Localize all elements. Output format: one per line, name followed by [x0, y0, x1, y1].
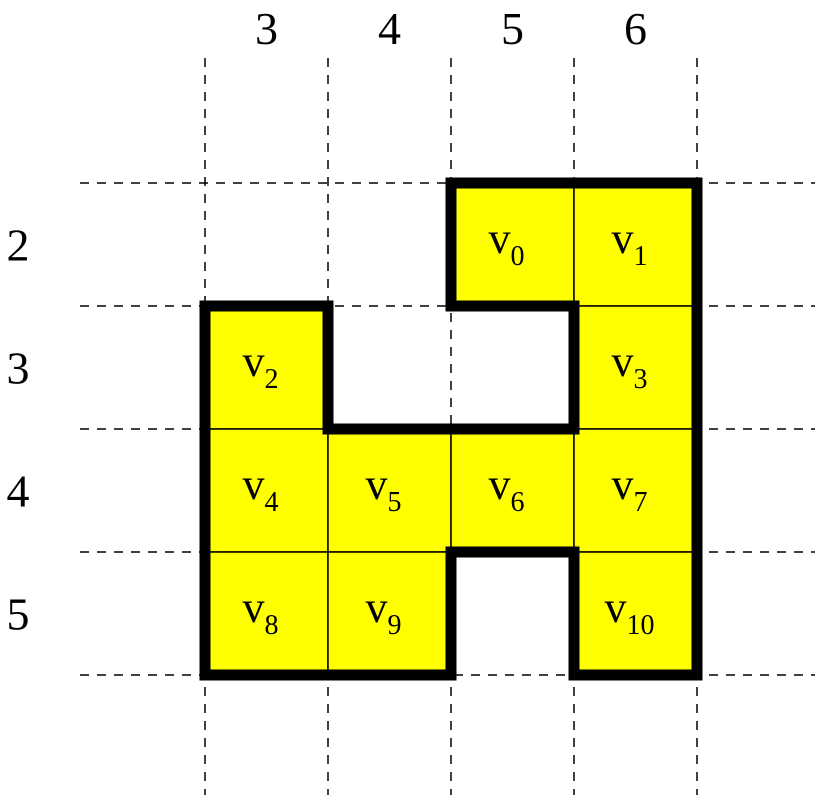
row-label: 4 [6, 465, 30, 517]
cell-v4 [205, 429, 328, 552]
cell-label: v1 [611, 214, 648, 272]
cell-v3 [574, 306, 697, 429]
row-label: 3 [6, 342, 30, 394]
cell-label: v2 [242, 337, 279, 395]
cell-label: v10 [604, 583, 655, 641]
cell-v2 [205, 306, 328, 429]
cell-v0 [451, 183, 574, 306]
row-label: 5 [6, 588, 30, 640]
cell-label: v9 [365, 583, 402, 641]
cell-v5 [328, 429, 451, 552]
cell-label: v3 [611, 337, 648, 395]
column-label: 4 [378, 3, 401, 54]
cell-v6 [451, 429, 574, 552]
row-label: 2 [6, 219, 30, 271]
cell-v9 [328, 552, 451, 675]
cell-v7 [574, 429, 697, 552]
cell-label: v5 [365, 460, 402, 518]
column-label: 5 [501, 3, 524, 54]
cell-label: v8 [242, 583, 279, 641]
cell-label: v4 [242, 460, 279, 518]
cell-label: v6 [488, 460, 525, 518]
cell-label: v7 [611, 460, 648, 518]
cell-v1 [574, 183, 697, 306]
column-label: 6 [624, 3, 647, 54]
cell-v10 [574, 552, 697, 675]
cell-v8 [205, 552, 328, 675]
column-label: 3 [255, 3, 278, 54]
cell-label: v0 [488, 214, 525, 272]
